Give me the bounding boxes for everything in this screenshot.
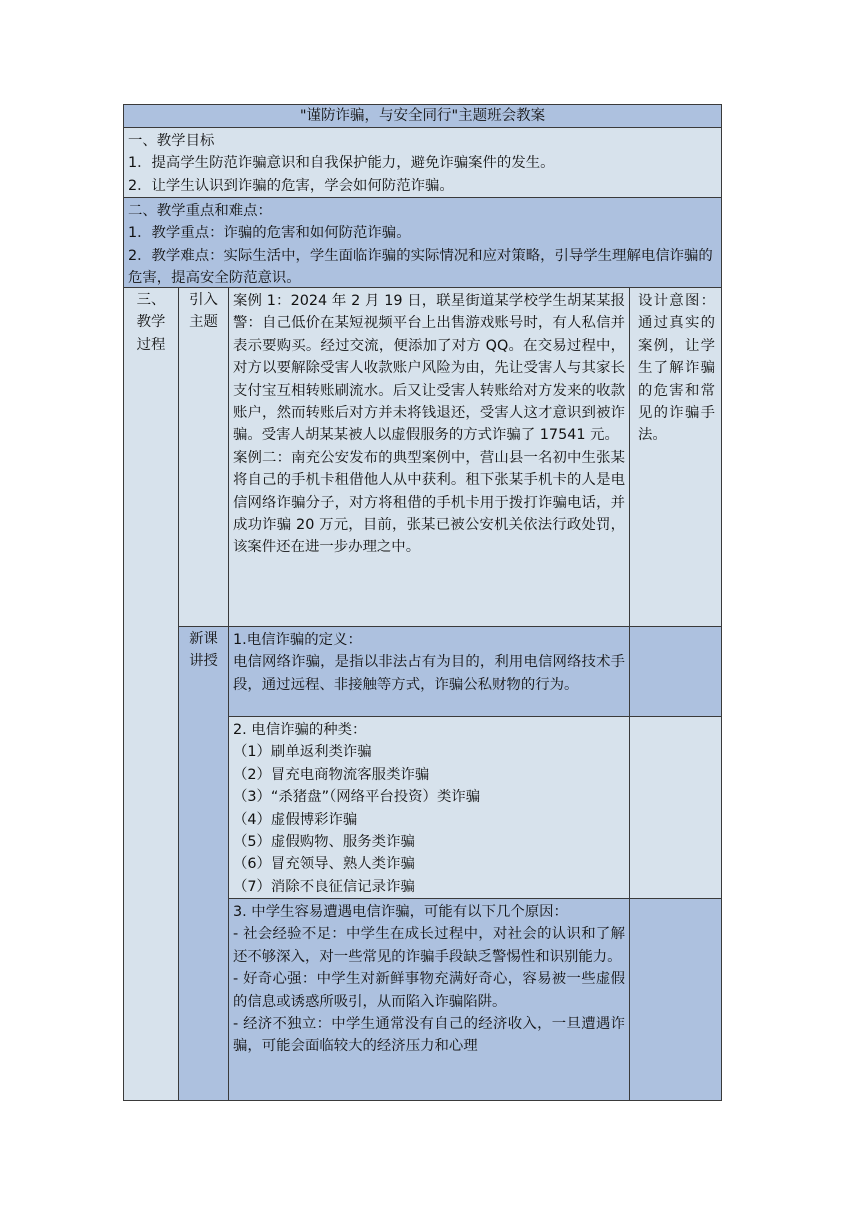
case-two-text: 案例二：南充公安发布的典型案例中，营山县一名初中生张某将自己的手机卡租借他人从中获利。租下张某手机卡的人是电信网络诈骗分子，对方将租借的手机卡用于拨打诈骗电话，并成功诈骗 20 万元，目前，张某已被公安机关依法行政处罚，该案件还在进一步办理之中。	[233, 449, 625, 556]
type-item: （5）虚假购物、服务类诈骗	[233, 834, 415, 851]
table-title: "谨防诈骗，与安全同行"主题班会教案	[299, 108, 546, 124]
definition-block	[228, 626, 630, 717]
reasons-heading: 3. 中学生容易遭遇电信诈骗，可能有以下几个原因：	[233, 904, 568, 920]
goal-item: 1．提高学生防范诈骗意识和自我保护能力，避免诈骗案件的发生。	[128, 155, 555, 172]
section-teaching-goals	[123, 127, 722, 198]
goal-item: 2．让学生认识到诈骗的危害，学会如何防范诈骗。	[128, 177, 454, 194]
type-item: （3）“杀猪盘”（网络平台投资）类诈骗	[233, 789, 481, 806]
process-label-line: 教学	[136, 314, 166, 331]
type-item: （2）冒充电商物流客服类诈骗	[233, 766, 430, 783]
stage-label-line: 主题	[189, 314, 218, 331]
reason-item: - 社会经验不足：中学生在成长过程中，对社会的认识和了解还不够深入，对一些常见的诈骗手段缺乏警惕性和识别能力。	[233, 926, 625, 965]
stage-new-lesson-label	[178, 626, 229, 1101]
definition-side-cell	[629, 626, 722, 717]
type-item: （6）冒充领导、熟人类诈骗	[233, 856, 415, 873]
types-side-cell	[629, 716, 722, 899]
intro-case-content	[228, 287, 630, 627]
stage-label-line: 新课	[189, 631, 218, 647]
type-item: （7）消除不良征信记录诈骗	[233, 878, 415, 895]
reason-item: - 经济不独立：中学生通常没有自己的经济收入，一旦遭遇诈骗，可能会面临较大的经济压力和心理	[233, 1016, 625, 1055]
key-point-item: 2．教学难点：实际生活中，学生面临诈骗的实际情况和应对策略，引导学生理解电信诈骗的危害，提高安全防范意识。	[128, 247, 713, 287]
reasons-side-cell	[629, 898, 722, 1101]
table-title-cell	[123, 104, 722, 128]
process-label-line: 过程	[136, 336, 166, 353]
type-item: （1）刷单返利类诈骗	[233, 744, 372, 761]
stage-intro-label	[178, 287, 229, 627]
stage-label-line: 引入	[189, 292, 218, 308]
design-intent-text: 设计意图：通过真实的案例，让学生了解诈骗的危害和常见的诈骗手法。	[638, 293, 715, 444]
lesson-plan-table	[123, 104, 722, 1101]
key-point-item: 1．教学重点：诈骗的危害和如何防范诈骗。	[128, 225, 411, 242]
reasons-block	[228, 898, 630, 1101]
case-one-text: 案例 1：2024 年 2 月 19 日，联星街道某学校学生胡某某报警：自己低价在某短视频平台上出售游戏账号时，有人私信并表示要购买。经过交流，便添加了对方 QQ。在交易过程中，对方以要解除受害人收款账户风险为由，先让受害人与其家长支付宝互相转账刷流水。后又让受害人转账给对方发来的收款账户，然而转账后对方并未将钱退还，受害人这才意识到被诈骗。受害人胡某某被人以虚假服务的方式诈骗了 17541 元。	[233, 293, 625, 444]
design-intent-note	[629, 287, 722, 627]
types-block	[228, 716, 630, 899]
stage-label-line: 讲授	[189, 653, 218, 670]
section-key-points	[123, 197, 722, 288]
reason-item: - 好奇心强：中学生对新鲜事物充满好奇心，容易被一些虚假的信息或诱惑所吸引，从而陷入诈骗陷阱。	[233, 971, 625, 1010]
type-item: （4）虚假博彩诈骗	[233, 811, 358, 828]
process-label-line: 三、	[136, 292, 166, 308]
definition-heading: 1.电信诈骗的定义：	[233, 632, 362, 648]
definition-text: 电信网络诈骗，是指以非法占有为目的，利用电信网络技术手段，通过远程、非接触等方式，诈骗公私财物的行为。	[233, 654, 625, 693]
section-heading: 二、教学重点和难点：	[128, 203, 272, 219]
section-heading: 一、教学目标	[128, 133, 215, 149]
types-heading: 2. 电信诈骗的种类：	[233, 722, 367, 738]
section-process-label	[123, 287, 179, 1101]
